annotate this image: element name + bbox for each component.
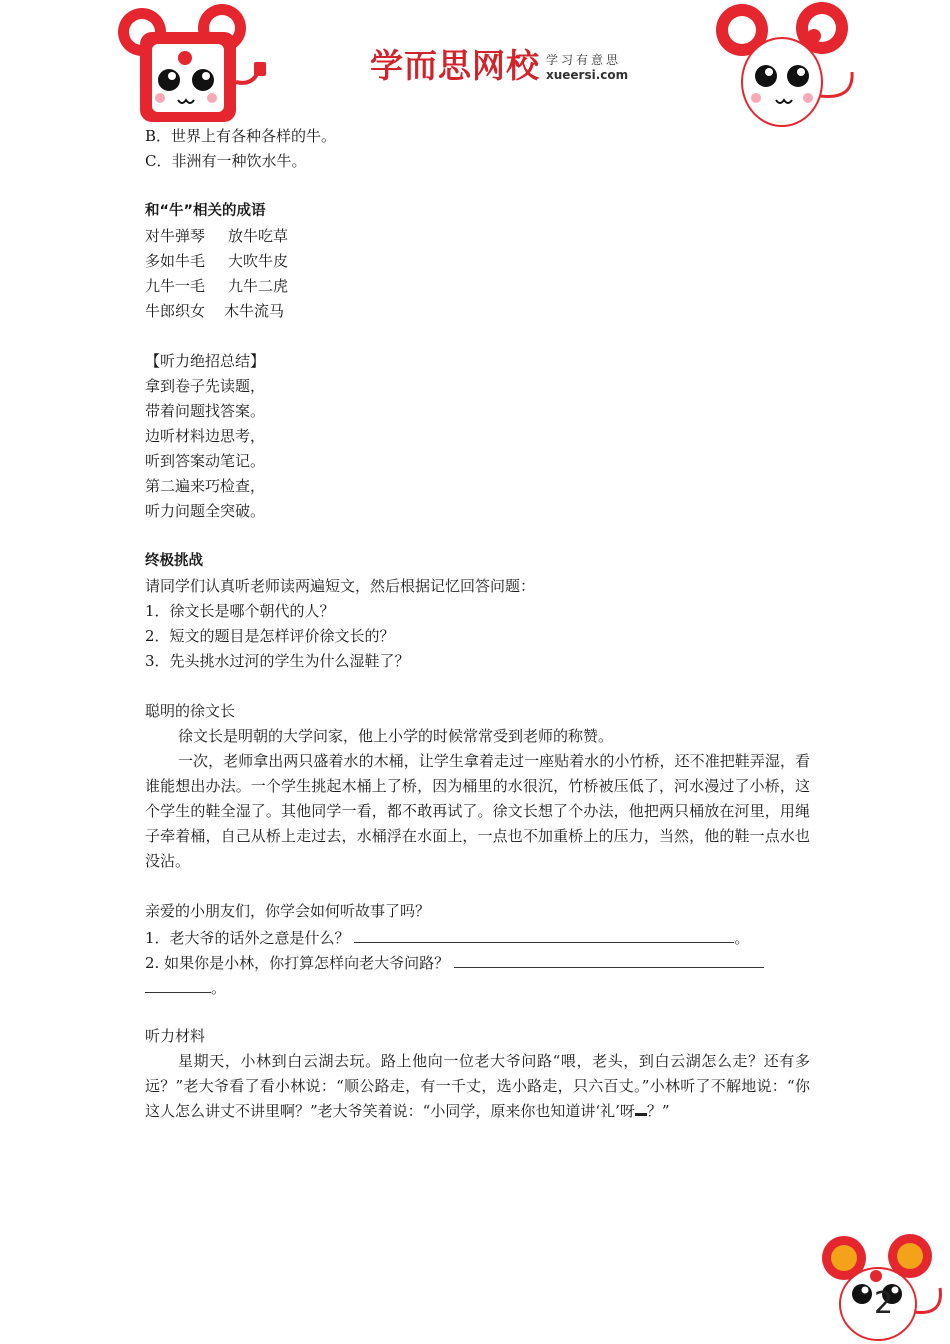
- tips-title: 【听力绝招总结】: [145, 352, 266, 370]
- material-title: 听力材料: [145, 1027, 206, 1045]
- answer-blank-2[interactable]: [454, 949, 764, 968]
- material-paragraph: 星期天，小林到白云湖去玩。路上他向一位老大爷问路“喂，老头，到白云湖怎么走？还有多远？”老大爷看了看小林说：“顺公路走，有一千丈，选小路走，只六百丈。”小林听了不解地说：“你这人怎么讲丈不讲里啊？”老大爷笑着说：“小同学，原来你也知道讲‘礼’呀 ？”: [145, 1052, 810, 1120]
- brand-url: xueersi.com: [546, 68, 629, 82]
- question-2-continued: 。: [145, 974, 810, 999]
- challenge-question: 1．徐文长是哪个朝代的人？: [145, 602, 335, 620]
- challenge-question: 2．短文的题目是怎样评价徐文长的？: [145, 627, 395, 645]
- option-c: C．非洲有一种饮水牛。: [145, 152, 307, 170]
- challenge-intro: 请同学们认真听老师读两遍短文，然后根据记忆回答问题：: [145, 577, 536, 595]
- tips-line: 听到答案动笔记。: [145, 452, 266, 470]
- idiom-row: 牛郎织女 木牛流马: [145, 302, 285, 320]
- story-paragraph: 徐文长是明朝的大学问家，他上小学的时候常常受到老师的称赞。: [178, 727, 614, 745]
- idiom-row: 九牛一毛 九牛二虎: [145, 277, 289, 295]
- tips-line: 听力问题全突破。: [145, 502, 266, 520]
- answer-blank-1[interactable]: [354, 924, 734, 943]
- idioms-title: 和“牛”相关的成语: [145, 203, 266, 219]
- question-1: 1．老大爷的话外之意是什么？ 。: [145, 924, 810, 949]
- page-number: 2: [874, 1286, 894, 1321]
- brand-name: 学而思网校: [370, 46, 540, 85]
- mascot-mouse-icon: [714, 0, 864, 132]
- questions-intro: 亲爱的小朋友们，你学会如何听故事了吗？: [145, 902, 431, 920]
- challenge-question: 3．先头挑水过河的学生为什么湿鞋了？: [145, 652, 410, 670]
- placeholder-mark: [635, 1099, 647, 1116]
- site-logo[interactable]: [370, 46, 628, 86]
- mascot-square-icon: [112, 2, 277, 130]
- brand-slogan: 学习有意思: [546, 53, 622, 67]
- tips-line: 第二遍来巧检查，: [145, 477, 266, 495]
- idiom-row: 多如牛毛 大吹牛皮: [145, 252, 289, 270]
- tips-line: 拿到卷子先读题，: [145, 377, 266, 395]
- story-title: 聪明的徐文长: [145, 702, 236, 720]
- challenge-title: 终极挑战: [145, 553, 203, 569]
- document-body: [145, 124, 810, 1124]
- question-2: 2. 如果你是小林，你打算怎样向老大爷问路？: [145, 949, 810, 974]
- tips-line: 带着问题找答案。: [145, 402, 266, 420]
- story-paragraph: 一次，老师拿出两只盛着水的木桶，让学生拿着走过一座贴着水的小竹桥，还不准把鞋弄湿，看谁能想出办法。一个学生挑起木桶上了桥，因为桶里的水很沉，竹桥被压低了，河水漫过了小桥，这个学生的鞋全湿了。其他同学一看，都不敢再试了。徐文长想了个办法，他把两只桶放在河里，用绳子牵着桶，自己从桥上走过去，水桶浮在水面上，一点也不加重桥上的压力，当然，他的鞋一点水也没沾。: [145, 752, 810, 870]
- answer-blank-2b[interactable]: [145, 974, 211, 993]
- tips-line: 边听材料边思考，: [145, 427, 266, 445]
- option-b: B．世界上有各种各样的牛。: [145, 127, 337, 145]
- idiom-row: 对牛弹琴 放牛吃草: [145, 227, 289, 245]
